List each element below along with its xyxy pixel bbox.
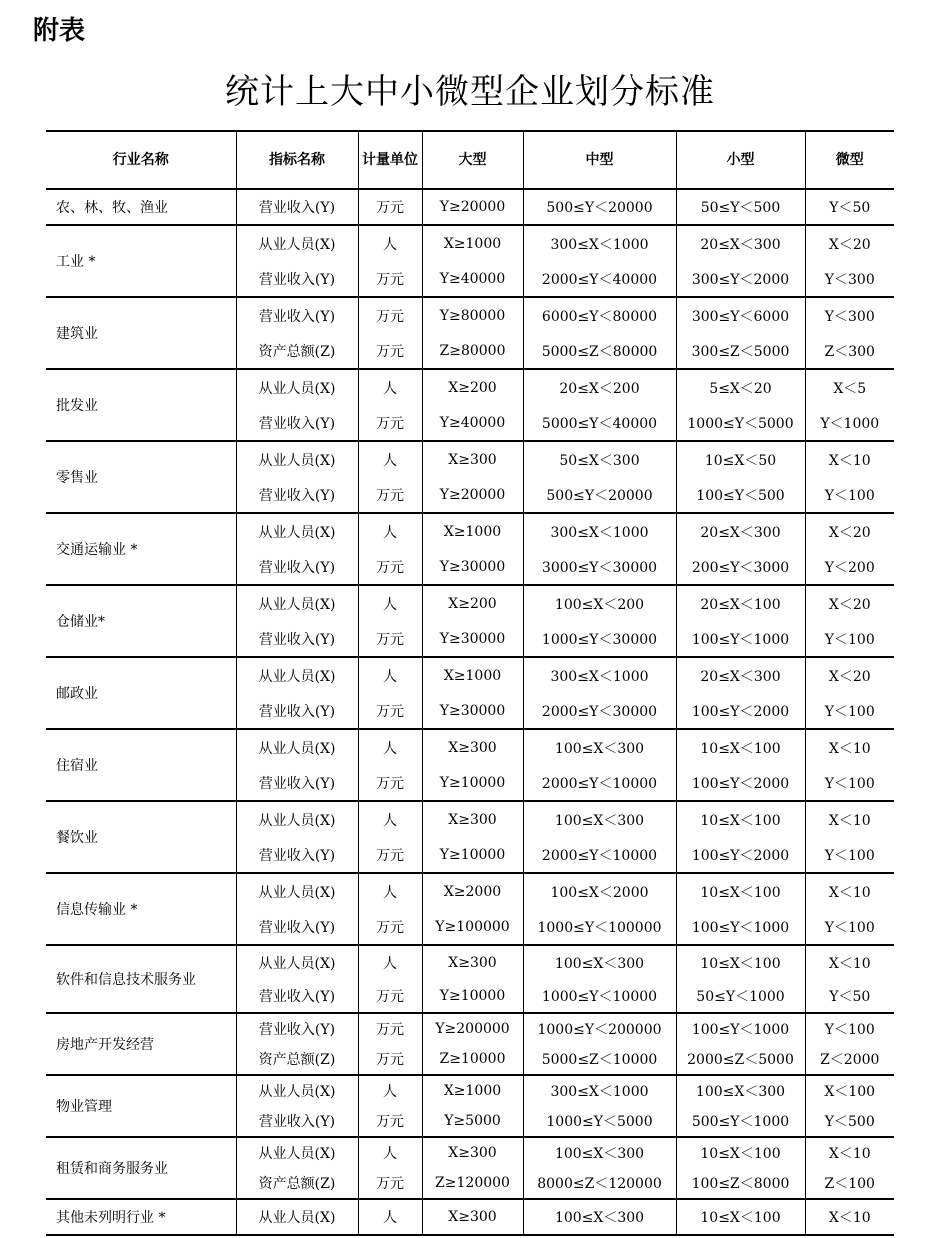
industry-name-cell: 农、林、牧、渔业 xyxy=(46,189,236,225)
industry-group xyxy=(46,513,894,585)
industry-group xyxy=(46,369,894,441)
indicator-cell: 营业收入(Y) xyxy=(236,693,358,729)
industry-group xyxy=(46,801,894,873)
unit-cell: 人 xyxy=(358,729,422,765)
unit-cell: 人 xyxy=(358,1075,422,1106)
industry-group xyxy=(46,1075,894,1137)
medium-cell: 5000≤Y＜40000 xyxy=(523,405,676,441)
medium-cell: 2000≤Y＜30000 xyxy=(523,693,676,729)
small-cell: 20≤X＜300 xyxy=(676,225,805,261)
industry-group xyxy=(46,945,894,1013)
unit-cell: 万元 xyxy=(358,261,422,297)
indicator-cell: 营业收入(Y) xyxy=(236,979,358,1013)
small-cell: 10≤X＜100 xyxy=(676,1137,805,1168)
table-row xyxy=(46,1013,894,1044)
micro-cell: X＜5 xyxy=(805,369,894,405)
header-unit: 计量单位 xyxy=(358,131,422,189)
indicator-cell: 营业收入(Y) xyxy=(236,1013,358,1044)
large-cell: Y≥10000 xyxy=(422,979,523,1013)
unit-cell: 人 xyxy=(358,513,422,549)
small-cell: 200≤Y＜3000 xyxy=(676,549,805,585)
unit-cell: 万元 xyxy=(358,765,422,801)
medium-cell: 8000≤Z＜120000 xyxy=(523,1168,676,1199)
industry-name-cell: 建筑业 xyxy=(46,297,236,369)
medium-cell: 2000≤Y＜40000 xyxy=(523,261,676,297)
large-cell: X≥300 xyxy=(422,441,523,477)
unit-cell: 人 xyxy=(358,225,422,261)
small-cell: 5≤X＜20 xyxy=(676,369,805,405)
small-cell: 300≤Z＜5000 xyxy=(676,333,805,369)
large-cell: Y≥10000 xyxy=(422,765,523,801)
industry-group xyxy=(46,873,894,945)
micro-cell: Y＜100 xyxy=(805,909,894,945)
micro-cell: Y＜100 xyxy=(805,621,894,657)
indicator-cell: 营业收入(Y) xyxy=(236,477,358,513)
medium-cell: 500≤Y＜20000 xyxy=(523,189,676,225)
medium-cell: 100≤X＜200 xyxy=(523,585,676,621)
indicator-cell: 资产总额(Z) xyxy=(236,1044,358,1075)
indicator-cell: 从业人员(X) xyxy=(236,513,358,549)
industry-group xyxy=(46,1137,894,1199)
micro-cell: Y＜50 xyxy=(805,979,894,1013)
small-cell: 10≤X＜50 xyxy=(676,441,805,477)
document-title: 统计上大中小微型企业划分标准 xyxy=(225,72,715,112)
unit-cell: 万元 xyxy=(358,979,422,1013)
micro-cell: Z＜100 xyxy=(805,1168,894,1199)
unit-cell: 人 xyxy=(358,873,422,909)
table-row xyxy=(46,945,894,979)
indicator-cell: 从业人员(X) xyxy=(236,585,358,621)
medium-cell: 100≤X＜300 xyxy=(523,1137,676,1168)
micro-cell: X＜10 xyxy=(805,945,894,979)
small-cell: 100≤Z＜8000 xyxy=(676,1168,805,1199)
table-row xyxy=(46,513,894,549)
medium-cell: 3000≤Y＜30000 xyxy=(523,549,676,585)
medium-cell: 1000≤Y＜10000 xyxy=(523,979,676,1013)
industry-group xyxy=(46,585,894,657)
large-cell: X≥2000 xyxy=(422,873,523,909)
industry-name-cell: 交通运输业 * xyxy=(46,513,236,585)
indicator-cell: 从业人员(X) xyxy=(236,369,358,405)
table-row xyxy=(46,225,894,261)
industry-name-cell: 工业 * xyxy=(46,225,236,297)
large-cell: Y≥5000 xyxy=(422,1106,523,1137)
large-cell: Y≥200000 xyxy=(422,1013,523,1044)
small-cell: 100≤Y＜1000 xyxy=(676,621,805,657)
large-cell: X≥1000 xyxy=(422,657,523,693)
unit-cell: 万元 xyxy=(358,549,422,585)
small-cell: 300≤Y＜2000 xyxy=(676,261,805,297)
indicator-cell: 营业收入(Y) xyxy=(236,621,358,657)
header-indicator-name: 指标名称 xyxy=(236,131,358,189)
table-row xyxy=(46,1137,894,1168)
indicator-cell: 资产总额(Z) xyxy=(236,1168,358,1199)
small-cell: 300≤Y＜6000 xyxy=(676,297,805,333)
large-cell: Y≥40000 xyxy=(422,405,523,441)
indicator-cell: 营业收入(Y) xyxy=(236,405,358,441)
medium-cell: 300≤X＜1000 xyxy=(523,225,676,261)
indicator-cell: 营业收入(Y) xyxy=(236,765,358,801)
large-cell: X≥300 xyxy=(422,729,523,765)
unit-cell: 人 xyxy=(358,369,422,405)
small-cell: 10≤X＜100 xyxy=(676,945,805,979)
unit-cell: 万元 xyxy=(358,909,422,945)
micro-cell: X＜20 xyxy=(805,657,894,693)
large-cell: X≥300 xyxy=(422,801,523,837)
indicator-cell: 营业收入(Y) xyxy=(236,261,358,297)
large-cell: X≥200 xyxy=(422,369,523,405)
small-cell: 10≤X＜100 xyxy=(676,873,805,909)
indicator-cell: 从业人员(X) xyxy=(236,945,358,979)
header-micro: 微型 xyxy=(805,131,894,189)
indicator-cell: 从业人员(X) xyxy=(236,1075,358,1106)
table-row xyxy=(46,1199,894,1235)
unit-cell: 万元 xyxy=(358,1106,422,1137)
large-cell: X≥300 xyxy=(422,1199,523,1235)
small-cell: 20≤X＜100 xyxy=(676,585,805,621)
industry-group xyxy=(46,1199,894,1235)
industry-name-cell: 软件和信息技术服务业 xyxy=(46,945,236,1013)
micro-cell: Y＜100 xyxy=(805,765,894,801)
industry-name-cell: 餐饮业 xyxy=(46,801,236,873)
small-cell: 100≤Y＜2000 xyxy=(676,765,805,801)
table-row xyxy=(46,189,894,225)
indicator-cell: 从业人员(X) xyxy=(236,441,358,477)
indicator-cell: 从业人员(X) xyxy=(236,729,358,765)
small-cell: 500≤Y＜1000 xyxy=(676,1106,805,1137)
industry-group xyxy=(46,657,894,729)
enterprise-size-standards-table xyxy=(46,130,894,1236)
header-industry-name: 行业名称 xyxy=(46,131,236,189)
micro-cell: Y＜300 xyxy=(805,297,894,333)
table-row xyxy=(46,441,894,477)
unit-cell: 万元 xyxy=(358,1044,422,1075)
micro-cell: X＜20 xyxy=(805,513,894,549)
industry-name-cell: 房地产开发经营 xyxy=(46,1013,236,1075)
medium-cell: 1000≤Y＜100000 xyxy=(523,909,676,945)
industry-group xyxy=(46,1013,894,1075)
micro-cell: Y＜100 xyxy=(805,477,894,513)
table-row xyxy=(46,297,894,333)
small-cell: 10≤X＜100 xyxy=(676,801,805,837)
micro-cell: X＜20 xyxy=(805,225,894,261)
micro-cell: Y＜1000 xyxy=(805,405,894,441)
large-cell: X≥1000 xyxy=(422,1075,523,1106)
large-cell: Z≥120000 xyxy=(422,1168,523,1199)
indicator-cell: 资产总额(Z) xyxy=(236,333,358,369)
indicator-cell: 营业收入(Y) xyxy=(236,909,358,945)
small-cell: 20≤X＜300 xyxy=(676,513,805,549)
micro-cell: Y＜100 xyxy=(805,693,894,729)
unit-cell: 万元 xyxy=(358,477,422,513)
medium-cell: 500≤Y＜20000 xyxy=(523,477,676,513)
unit-cell: 万元 xyxy=(358,1013,422,1044)
unit-cell: 万元 xyxy=(358,693,422,729)
unit-cell: 人 xyxy=(358,1199,422,1235)
medium-cell: 5000≤Z＜10000 xyxy=(523,1044,676,1075)
industry-name-cell: 信息传输业 * xyxy=(46,873,236,945)
table-row xyxy=(46,585,894,621)
medium-cell: 5000≤Z＜80000 xyxy=(523,333,676,369)
medium-cell: 100≤X＜300 xyxy=(523,729,676,765)
micro-cell: X＜100 xyxy=(805,1075,894,1106)
indicator-cell: 营业收入(Y) xyxy=(236,837,358,873)
industry-name-cell: 批发业 xyxy=(46,369,236,441)
small-cell: 50≤Y＜500 xyxy=(676,189,805,225)
small-cell: 50≤Y＜1000 xyxy=(676,979,805,1013)
small-cell: 2000≤Z＜5000 xyxy=(676,1044,805,1075)
large-cell: Y≥80000 xyxy=(422,297,523,333)
medium-cell: 100≤X＜300 xyxy=(523,945,676,979)
table-row xyxy=(46,1075,894,1106)
industry-name-cell: 零售业 xyxy=(46,441,236,513)
micro-cell: Z＜300 xyxy=(805,333,894,369)
large-cell: Y≥10000 xyxy=(422,837,523,873)
industry-name-cell: 租赁和商务服务业 xyxy=(46,1137,236,1199)
indicator-cell: 营业收入(Y) xyxy=(236,189,358,225)
medium-cell: 2000≤Y＜10000 xyxy=(523,765,676,801)
industry-group xyxy=(46,441,894,513)
micro-cell: X＜10 xyxy=(805,729,894,765)
micro-cell: Y＜200 xyxy=(805,549,894,585)
industry-name-cell: 其他未列明行业 * xyxy=(46,1199,236,1235)
indicator-cell: 从业人员(X) xyxy=(236,657,358,693)
medium-cell: 100≤X＜2000 xyxy=(523,873,676,909)
medium-cell: 50≤X＜300 xyxy=(523,441,676,477)
industry-name-cell: 仓储业* xyxy=(46,585,236,657)
micro-cell: X＜10 xyxy=(805,441,894,477)
micro-cell: X＜10 xyxy=(805,1199,894,1235)
industry-name-cell: 邮政业 xyxy=(46,657,236,729)
indicator-cell: 从业人员(X) xyxy=(236,1199,358,1235)
medium-cell: 100≤X＜300 xyxy=(523,801,676,837)
indicator-cell: 营业收入(Y) xyxy=(236,549,358,585)
medium-cell: 1000≤Y＜200000 xyxy=(523,1013,676,1044)
micro-cell: X＜20 xyxy=(805,585,894,621)
micro-cell: X＜10 xyxy=(805,873,894,909)
indicator-cell: 从业人员(X) xyxy=(236,801,358,837)
unit-cell: 人 xyxy=(358,441,422,477)
small-cell: 100≤X＜300 xyxy=(676,1075,805,1106)
indicator-cell: 从业人员(X) xyxy=(236,225,358,261)
industry-group xyxy=(46,189,894,225)
indicator-cell: 营业收入(Y) xyxy=(236,297,358,333)
micro-cell: Y＜100 xyxy=(805,1013,894,1044)
micro-cell: Y＜50 xyxy=(805,189,894,225)
unit-cell: 人 xyxy=(358,945,422,979)
unit-cell: 人 xyxy=(358,657,422,693)
micro-cell: Z＜2000 xyxy=(805,1044,894,1075)
unit-cell: 人 xyxy=(358,1137,422,1168)
medium-cell: 300≤X＜1000 xyxy=(523,513,676,549)
large-cell: X≥1000 xyxy=(422,225,523,261)
large-cell: X≥200 xyxy=(422,585,523,621)
micro-cell: X＜10 xyxy=(805,1137,894,1168)
table-row xyxy=(46,657,894,693)
medium-cell: 1000≤Y＜5000 xyxy=(523,1106,676,1137)
unit-cell: 万元 xyxy=(358,1168,422,1199)
small-cell: 100≤Y＜2000 xyxy=(676,693,805,729)
micro-cell: Y＜500 xyxy=(805,1106,894,1137)
large-cell: Y≥100000 xyxy=(422,909,523,945)
small-cell: 10≤X＜100 xyxy=(676,1199,805,1235)
medium-cell: 100≤X＜300 xyxy=(523,1199,676,1235)
header-small: 小型 xyxy=(676,131,805,189)
micro-cell: X＜10 xyxy=(805,801,894,837)
indicator-cell: 从业人员(X) xyxy=(236,1137,358,1168)
small-cell: 10≤X＜100 xyxy=(676,729,805,765)
medium-cell: 1000≤Y＜30000 xyxy=(523,621,676,657)
unit-cell: 万元 xyxy=(358,837,422,873)
medium-cell: 20≤X＜200 xyxy=(523,369,676,405)
large-cell: X≥300 xyxy=(422,945,523,979)
header-large: 大型 xyxy=(422,131,523,189)
unit-cell: 万元 xyxy=(358,621,422,657)
small-cell: 20≤X＜300 xyxy=(676,657,805,693)
industry-group xyxy=(46,729,894,801)
unit-cell: 万元 xyxy=(358,297,422,333)
large-cell: Y≥20000 xyxy=(422,189,523,225)
unit-cell: 人 xyxy=(358,801,422,837)
industry-group xyxy=(46,297,894,369)
header-medium: 中型 xyxy=(523,131,676,189)
medium-cell: 300≤X＜1000 xyxy=(523,657,676,693)
small-cell: 100≤Y＜1000 xyxy=(676,909,805,945)
large-cell: Y≥20000 xyxy=(422,477,523,513)
large-cell: X≥300 xyxy=(422,1137,523,1168)
large-cell: X≥1000 xyxy=(422,513,523,549)
appendix-label: 附表 xyxy=(33,16,86,46)
large-cell: Z≥10000 xyxy=(422,1044,523,1075)
table-row xyxy=(46,369,894,405)
unit-cell: 万元 xyxy=(358,333,422,369)
table-row xyxy=(46,729,894,765)
micro-cell: Y＜100 xyxy=(805,837,894,873)
small-cell: 1000≤Y＜5000 xyxy=(676,405,805,441)
unit-cell: 万元 xyxy=(358,189,422,225)
large-cell: Z≥80000 xyxy=(422,333,523,369)
industry-group xyxy=(46,225,894,297)
industry-name-cell: 物业管理 xyxy=(46,1075,236,1137)
industry-name-cell: 住宿业 xyxy=(46,729,236,801)
large-cell: Y≥30000 xyxy=(422,621,523,657)
small-cell: 100≤Y＜2000 xyxy=(676,837,805,873)
medium-cell: 2000≤Y＜10000 xyxy=(523,837,676,873)
medium-cell: 6000≤Y＜80000 xyxy=(523,297,676,333)
unit-cell: 人 xyxy=(358,585,422,621)
small-cell: 100≤Y＜500 xyxy=(676,477,805,513)
table-row xyxy=(46,801,894,837)
indicator-cell: 营业收入(Y) xyxy=(236,1106,358,1137)
small-cell: 100≤Y＜1000 xyxy=(676,1013,805,1044)
micro-cell: Y＜300 xyxy=(805,261,894,297)
large-cell: Y≥30000 xyxy=(422,693,523,729)
large-cell: Y≥30000 xyxy=(422,549,523,585)
medium-cell: 300≤X＜1000 xyxy=(523,1075,676,1106)
table-row xyxy=(46,873,894,909)
indicator-cell: 从业人员(X) xyxy=(236,873,358,909)
unit-cell: 万元 xyxy=(358,405,422,441)
large-cell: Y≥40000 xyxy=(422,261,523,297)
